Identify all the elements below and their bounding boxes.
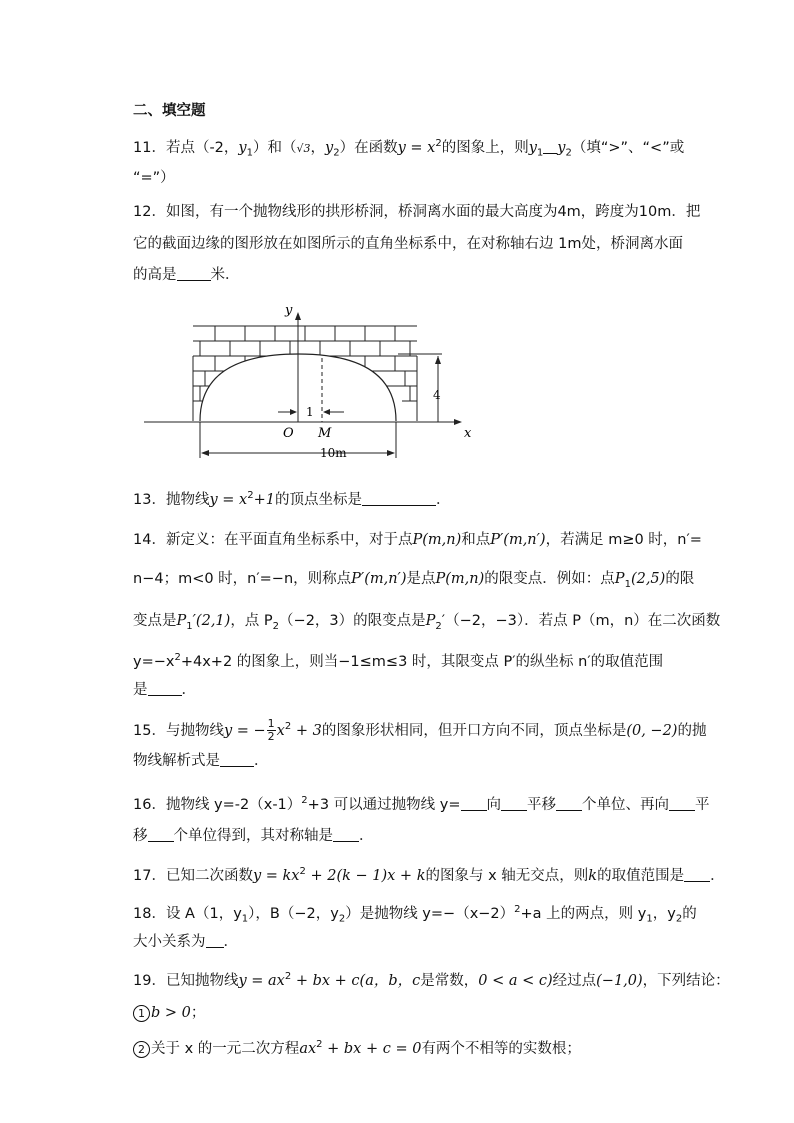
equation-expr: + bx + c = 0 <box>322 1040 422 1057</box>
math-var: y <box>557 139 566 156</box>
subscript: 2 <box>435 620 442 632</box>
text-fragment: 的限变点．例如：点 <box>484 571 615 587</box>
text-fragment: ，y <box>652 905 676 922</box>
text-fragment: 18．设 A（1，y <box>133 905 242 922</box>
math-var: y <box>325 139 334 156</box>
x-axis-arrow <box>454 419 462 425</box>
subscript: 2 <box>272 620 280 632</box>
question-11-number: 11． <box>133 139 166 156</box>
text-fragment: ），B（−2，y <box>248 905 339 922</box>
text-fragment: ； <box>190 1005 206 1021</box>
text-fragment: 平移 <box>527 796 556 813</box>
subscript: 2 <box>338 913 346 925</box>
section-title: 二、填空题 <box>133 103 206 119</box>
answer-blank[interactable] <box>177 266 211 281</box>
text-fragment: 是点 <box>406 571 436 587</box>
superscript: 2 <box>299 866 306 877</box>
subscript: 2 <box>675 913 683 925</box>
point-expr: P <box>614 571 625 587</box>
text-fragment: 16．抛物线 y=-2（x-1） <box>133 796 302 813</box>
answer-blank[interactable] <box>501 796 527 811</box>
answer-blank[interactable] <box>684 867 710 882</box>
text-fragment: +3 可以通过抛物线 y= <box>307 796 461 813</box>
text-fragment: ． <box>181 682 196 698</box>
function-expr: + 3 <box>291 722 322 739</box>
question-13 <box>133 486 450 510</box>
question-16-line-2 <box>133 826 374 846</box>
text-fragment: （−2，3）的限变点是 <box>279 613 426 629</box>
superscript: 2 <box>284 971 292 982</box>
point-expr: P(m,n) <box>412 532 462 548</box>
text-fragment: 移 <box>133 828 148 844</box>
function-expr: y = − <box>223 722 266 739</box>
text-fragment: ）和（ <box>253 139 297 156</box>
fraction-denominator: 2 <box>267 730 275 744</box>
text-fragment: ′（−2，−3）．若点 P（m，n）在二次函数 <box>441 613 721 629</box>
bridge-arch-figure <box>140 296 480 466</box>
question-18-line-2 <box>133 932 238 952</box>
subscript: 1 <box>241 913 249 925</box>
point-expr: (−1,0) <box>596 972 643 989</box>
text-fragment: ． <box>359 828 374 844</box>
text-fragment: +a 上的两点，则 y <box>520 905 647 922</box>
text-fragment: 的限 <box>665 571 695 587</box>
origin-label: O <box>283 426 294 441</box>
text-fragment: ）在函数 <box>339 139 398 156</box>
question-12-line-3 <box>133 265 240 285</box>
answer-blank[interactable] <box>362 491 436 506</box>
superscript: 2 <box>174 652 181 663</box>
subscript: 1 <box>186 620 193 632</box>
text-fragment: 和点 <box>461 532 491 548</box>
answer-blank[interactable] <box>669 796 695 811</box>
text-fragment: 是 <box>133 682 148 698</box>
function-expr: y = x <box>397 139 436 156</box>
y-axis-arrow <box>295 312 301 320</box>
question-19-conclusion-1 <box>133 1003 205 1023</box>
subscript: 1 <box>624 578 631 590</box>
question-14-line-4 <box>133 648 663 672</box>
function-expr: x <box>276 722 285 739</box>
circled-number: 2 <box>133 1041 150 1058</box>
text-fragment: 米． <box>210 267 240 283</box>
span-label: 10m <box>320 446 347 460</box>
text-fragment: ， <box>310 139 326 156</box>
question-11-line-2: “=”） <box>133 170 175 186</box>
subscript: 1 <box>246 147 253 159</box>
arrowhead <box>387 450 395 456</box>
math-var: k <box>588 867 598 884</box>
x-axis-label: x <box>464 426 472 441</box>
question-14-line-2 <box>133 569 694 595</box>
text-fragment: 个单位得到，其对称轴是 <box>173 828 333 844</box>
answer-blank[interactable] <box>543 139 557 154</box>
function-expr: + 2(k − 1)x + k <box>305 867 426 884</box>
text-fragment: 的抛 <box>677 722 707 739</box>
function-expr: +1 <box>253 491 275 508</box>
subscript: 2 <box>565 147 572 159</box>
point-expr: P′(m,n′) <box>351 571 407 587</box>
arrowhead <box>201 450 209 456</box>
text-fragment: 的高是 <box>133 267 177 283</box>
answer-blank[interactable] <box>148 827 174 842</box>
superscript: 2 <box>301 795 308 806</box>
point-expr: (2,5) <box>630 571 666 587</box>
text-fragment: 关于 x 的一元二次方程 <box>151 1040 300 1057</box>
answer-blank[interactable] <box>148 681 182 696</box>
question-12-line-1: 12．如图，有一个抛物线形的拱形桥洞，桥洞离水面的最大高度为4m，跨度为10m．把 <box>133 204 701 220</box>
fraction-one-half <box>267 718 276 743</box>
text-fragment: 的图象上，则 <box>441 139 529 156</box>
answer-blank[interactable] <box>206 933 224 948</box>
question-11-line-1 <box>133 134 684 164</box>
arrowhead <box>435 356 441 364</box>
text-fragment: 的图象与 x 轴无交点，则 <box>425 867 589 884</box>
question-15-line-2 <box>133 751 269 771</box>
text-fragment: 17．已知二次函数 <box>133 867 253 884</box>
question-19-conclusion-2 <box>133 1035 581 1059</box>
text-fragment: 大小关系为 <box>133 934 206 950</box>
one-unit-label: 1 <box>306 405 314 419</box>
text-fragment: ）是抛物线 y=−（x−2） <box>345 905 515 922</box>
sqrt-three: √3 <box>296 141 311 155</box>
y-axis-label: y <box>285 303 293 318</box>
function-expr: + bx + c(a，b，c <box>291 972 421 989</box>
text-fragment: 向 <box>486 796 501 813</box>
function-expr: y = kx <box>252 867 300 884</box>
superscript: 2 <box>316 1039 323 1050</box>
text-fragment: 19．已知抛物线 <box>133 972 239 989</box>
point-expr: P′(m,n′) <box>490 532 546 548</box>
point-expr: P <box>425 613 436 629</box>
text-fragment: 个单位、再向 <box>582 796 669 813</box>
text-fragment: 变点是 <box>133 613 177 629</box>
math-var: y <box>528 139 537 156</box>
question-14-line-3 <box>133 611 720 637</box>
text-fragment: 若点（-2， <box>165 139 239 156</box>
superscript: 2 <box>284 721 292 732</box>
question-14-line-1 <box>133 530 702 550</box>
text-fragment: 是常数， <box>420 972 479 989</box>
superscript: 2 <box>514 904 521 915</box>
question-16-line-1 <box>133 791 710 815</box>
text-fragment: ． <box>254 753 269 769</box>
subscript: 1 <box>536 147 544 159</box>
text-fragment: ，若满足 m≥0 时，n′= <box>545 532 702 548</box>
question-12-line-2: 它的截面边缘的图形放在如图所示的直角坐标系中，在对称轴右边 1m处，桥洞离水面 <box>133 236 683 252</box>
question-14-line-5 <box>133 680 196 700</box>
answer-blank[interactable] <box>461 796 487 811</box>
text-fragment: 的取值范围是 <box>597 867 685 884</box>
text-fragment: 平 <box>695 796 710 813</box>
math-var: y <box>238 139 247 156</box>
function-expr: y = ax <box>238 972 285 989</box>
text-fragment: ． <box>710 867 725 884</box>
text-fragment: ，点 P <box>230 613 273 629</box>
text-fragment: 14．新定义：在平面直角坐标系中，对于点 <box>133 532 413 548</box>
text-fragment: n−4；m<0 时，n′=−n，则称点 <box>133 571 352 587</box>
text-fragment: ，下列结论： <box>642 972 730 989</box>
question-17 <box>133 862 725 886</box>
subscript: 2 <box>333 147 340 159</box>
function-expr: y = x <box>209 491 248 508</box>
text-fragment: 的图象形状相同，但开口方向不同，顶点坐标是 <box>321 722 627 739</box>
height-label: 4 <box>433 388 441 402</box>
text-fragment: 经过点 <box>552 972 597 989</box>
text-fragment: （填“>”、“<”或 <box>571 139 685 156</box>
text-fragment: ． <box>223 934 238 950</box>
text-fragment: 的 <box>682 905 697 922</box>
equation-expr: ax <box>299 1040 317 1057</box>
conclusion-expr: b > 0 <box>151 1005 191 1021</box>
point-expr: P <box>176 613 187 629</box>
superscript: 2 <box>247 490 254 501</box>
text-fragment: y=−x <box>133 653 175 670</box>
circled-number: 1 <box>133 1005 150 1022</box>
text-fragment: 物线解析式是 <box>133 753 220 769</box>
question-19-line-1 <box>133 967 730 991</box>
question-15-line-1 <box>133 717 706 743</box>
text-fragment: ． <box>435 491 451 508</box>
point-m-label: M <box>318 426 332 441</box>
text-fragment: 的顶点坐标是 <box>274 491 362 508</box>
condition-expr: 0 < a < c) <box>478 972 553 989</box>
answer-blank[interactable] <box>333 827 359 842</box>
text-fragment: 15．与抛物线 <box>133 722 224 739</box>
answer-blank[interactable] <box>556 796 582 811</box>
text-fragment: 有两个不相等的实数根； <box>421 1040 581 1057</box>
text-fragment: +4x+2 的图象上，则当−1≤m≤3 时，其限变点 P′的纵坐标 n′的取值范围 <box>180 653 664 670</box>
question-18-line-1 <box>133 900 697 930</box>
subscript: 1 <box>646 913 653 925</box>
vertex-expr: (0, −2) <box>626 722 678 739</box>
text-fragment: 13．抛物线 <box>133 491 210 508</box>
answer-blank[interactable] <box>220 752 254 767</box>
point-expr: ′(2,1) <box>192 613 231 629</box>
point-expr: P(m,n) <box>435 571 485 587</box>
fraction-numerator: 1 <box>267 717 275 731</box>
superscript: 2 <box>435 138 442 149</box>
